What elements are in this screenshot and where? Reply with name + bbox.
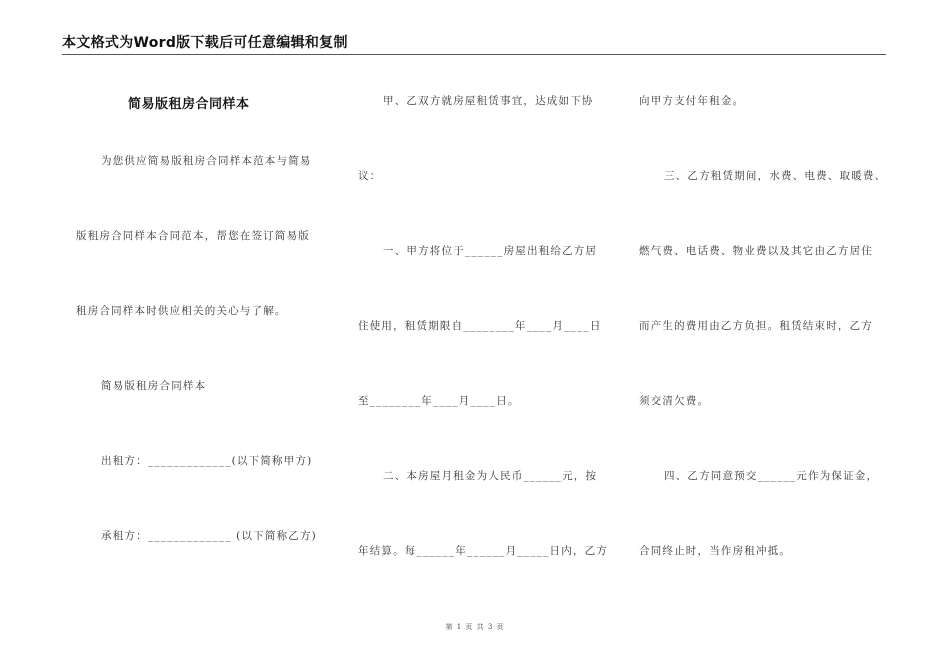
paragraph-line: 须交清欠费。	[639, 395, 710, 407]
paragraph-line: 版租房合同样本合同范本，帮您在签订简易版	[76, 230, 310, 242]
paragraph-line: 甲、乙双方就房屋租赁事宜，达成如下协	[383, 95, 594, 107]
lessor-line: 出租方：_____________(以下简称甲方)	[101, 455, 313, 467]
paragraph-line: 议：	[358, 170, 382, 182]
page-number: 第 1 页 共 3 页	[445, 623, 505, 631]
paragraph-line: 燃气费、电话费、物业费以及其它由乙方居住	[639, 245, 873, 257]
document-header	[62, 34, 886, 55]
clause-three-line: 三、乙方租赁期间，水费、电费、取暖费、	[664, 170, 887, 182]
paragraph-line: 租房合同样本时供应相关的关心与了解。	[76, 305, 287, 317]
paragraph-line: 住使用，租赁期限自________年____月____日	[358, 320, 602, 332]
paragraph-line: 至________年____月____日。	[358, 395, 520, 407]
document-title: 简易版租房合同样本	[128, 97, 250, 112]
clause-four-line: 四、乙方同意预交______元作为保证金，	[664, 470, 879, 482]
section-heading: 简易版租房合同样本	[101, 380, 207, 392]
paragraph-line: 而产生的费用由乙方负担。租赁结束时，乙方	[639, 320, 873, 332]
lessee-line: 承租方：_____________ (以下简称乙方)	[101, 530, 317, 542]
header-text: 本文格式为Word版下载后可任意编辑和复制	[62, 35, 348, 51]
clause-two-line: 二、本房屋月租金为人民币______元，按	[383, 470, 598, 482]
paragraph-line: 为您供应简易版租房合同样本范本与简易	[101, 155, 312, 167]
paragraph-line: 年结算。每______年______月_____日内，乙方	[358, 545, 609, 557]
clause-one-line: 一、甲方将位于______房屋出租给乙方居	[383, 245, 598, 257]
paragraph-line: 合同终止时，当作房租冲抵。	[639, 545, 792, 557]
paragraph-line: 向甲方支付年租金。	[639, 95, 745, 107]
